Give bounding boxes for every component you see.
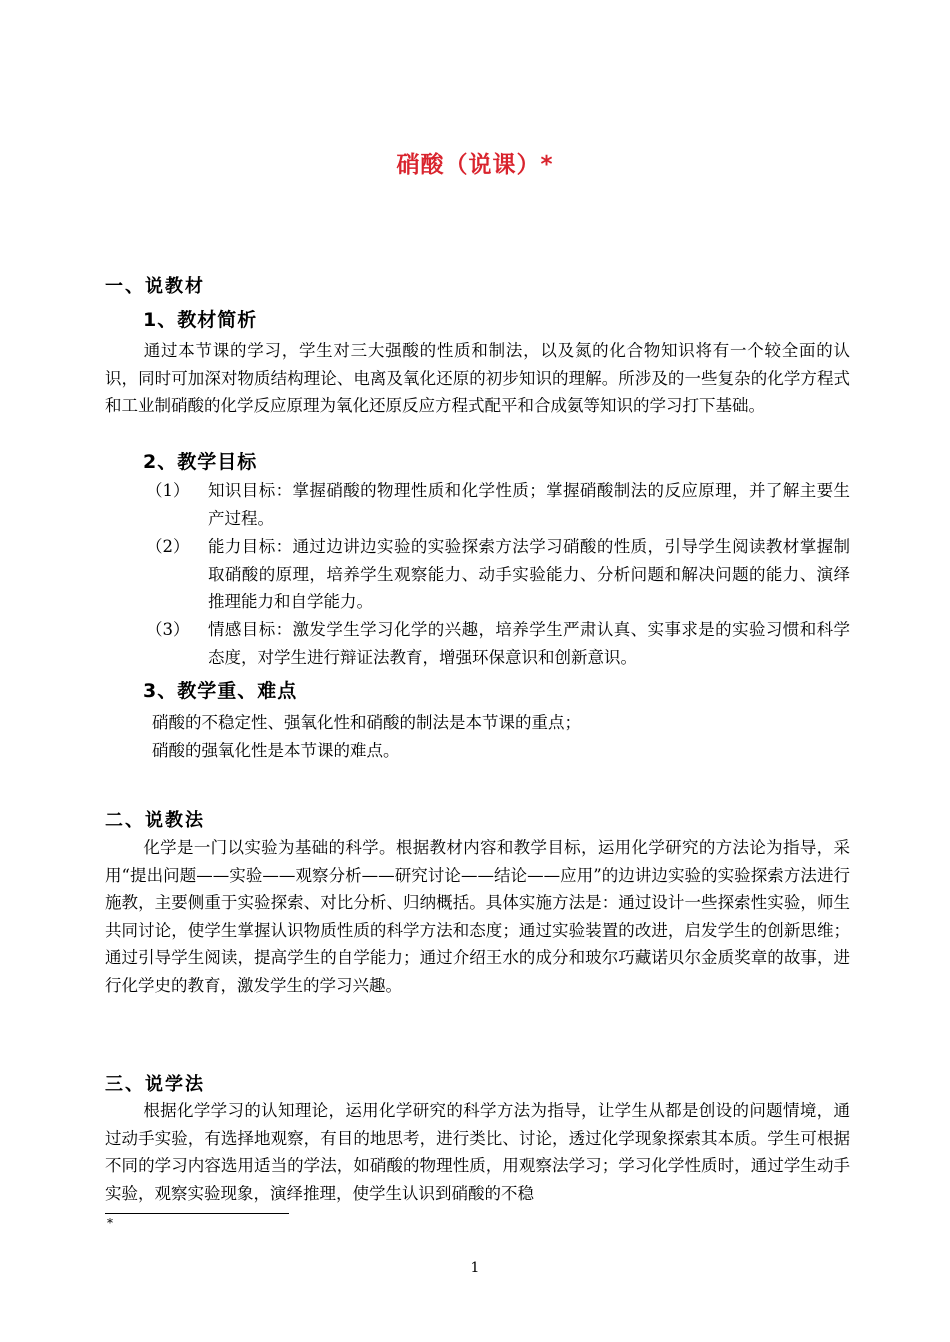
difficult-point-line: 硝酸的强氧化性是本节课的难点。: [152, 741, 400, 760]
document-title: 硝酸（说课）*: [396, 152, 554, 178]
goal-item-number: （2）: [146, 537, 190, 556]
goal-item-text: 知识目标：掌握硝酸的物理性质和化学性质；掌握硝酸制法的反应原理，并了解主要生产过程。: [208, 481, 850, 528]
footnote-separator: [105, 1213, 289, 1214]
paragraph-teaching-method-text: 化学是一门以实验为基础的科学。根据教材内容和教学目标，运用化学研究的方法论为指导，采用“提出问题——实验——观察分析——研究讨论——结论——应用”的边讲边实验的实验探索方法进行施教，主要侧重于实验探索、对比分析、归纳概括。具体实施方法是：通过设计一些探索性实验，师生共同讨论，使学生掌握认识物质性质的科学方法和态度；通过实验装置的改进，启发学生的创新思维；通过引导学生阅读，提高学生的自学能力；通过介绍王水的成分和玻尔巧藏诺贝尔金质奖章的故事，进行化学史的教育，激发学生的学习兴趣。: [105, 838, 850, 995]
section-heading-teaching-method: 二、说教法: [105, 810, 205, 831]
subheading-material-analysis: 1、教材简析: [143, 309, 258, 331]
goal-item-number: （3）: [146, 620, 190, 639]
section-heading-teaching-material: 一、说教材: [105, 276, 205, 297]
goal-item-number: （1）: [146, 481, 190, 500]
subheading-key-points: 3、教学重、难点: [143, 680, 298, 702]
page-number: 1: [470, 1260, 480, 1276]
paragraph-material-analysis-text: 通过本节课的学习，学生对三大强酸的性质和制法，以及氮的化合物知识将有一个较全面的认识，同时可加深对物质结构理论、电离及氧化还原的初步知识的理解。所涉及的一些复杂的化学方程式和工业制硝酸的化学反应原理为氧化还原反应方程式配平和合成氨等知识的学习打下基础。: [105, 341, 850, 415]
paragraph-learning-method-text: 根据化学学习的认知理论，运用化学研究的科学方法为指导，让学生从都是创设的问题情境，通过动手实验，有选择地观察，有目的地思考，进行类比、讨论，透过化学现象探索其本质。学生可根据不同的学习内容选用适当的学法，如硝酸的物理性质，用观察法学习；学习化学性质时，通过学生动手实验，观察实验现象，演绎推理，使学生认识到硝酸的不稳: [105, 1101, 850, 1203]
section-heading-learning-method: 三、说学法: [105, 1074, 205, 1095]
paragraph-teaching-method: [105, 834, 850, 999]
paragraph-material-analysis: [105, 337, 850, 420]
footnote-mark: *: [107, 1216, 113, 1230]
paragraph-learning-method: [105, 1097, 850, 1207]
subheading-teaching-goals: 2、教学目标: [143, 451, 258, 473]
goal-item-text: 能力目标：通过边讲边实验的实验探索方法学习硝酸的性质，引导学生阅读教材掌握制取硝酸的原理，培养学生观察能力、动手实验能力、分析问题和解决问题的能力、演绎推理能力和自学能力。: [208, 537, 850, 611]
key-point-line: 硝酸的不稳定性、强氧化性和硝酸的制法是本节课的重点；: [152, 713, 581, 732]
goal-item-text: 情感目标：激发学生学习化学的兴趣，培养学生严肃认真、实事求是的实验习惯和科学态度，对学生进行辩证法教育，增强环保意识和创新意识。: [208, 620, 850, 667]
